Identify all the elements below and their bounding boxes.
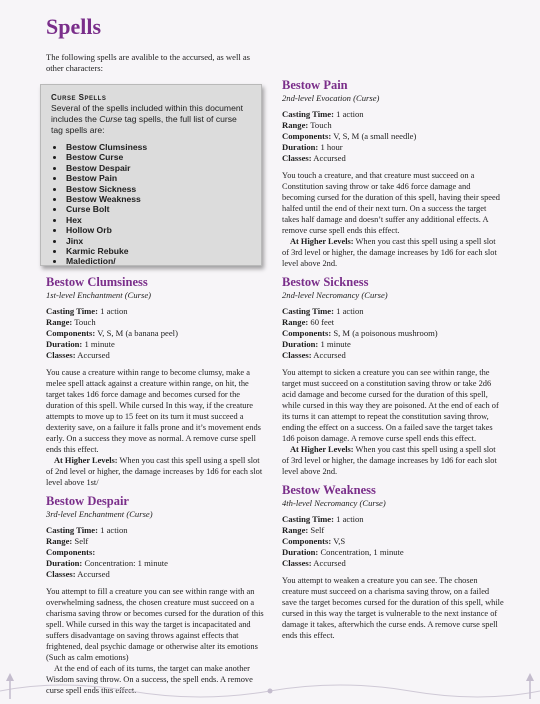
list-item: • Hollow Orb [65,225,251,235]
description-paragraph: At the end of each of its turns, the target can make another Wisdom saving throw. On a success, the spell ends. A remove curse spell ends this effect. [46,664,253,695]
list-item: • Hex [65,215,251,225]
prop-value: Touch [310,120,332,130]
prop-label: Components: [46,328,96,338]
prop-label: Range: [282,525,309,535]
range [282,317,504,328]
casting-time [282,306,504,317]
prop-value: V, S, M (a banana peel) [97,328,178,338]
spell-name: Bestow Sickness [282,275,369,289]
spell-description [46,367,264,488]
curse-spell-list [51,142,251,267]
intro-text: The following spells are avalible to the accursed, as well as other characters: [46,52,251,73]
list-item: • Bestow Weakness [65,194,251,204]
list-item: • Bestow Curse [65,152,251,162]
spell-description [282,575,504,641]
prop-label: Range: [46,536,73,546]
page-border-ornament [0,669,540,699]
prop-value: Self [74,536,89,546]
prop-label: Range: [46,317,73,327]
curse-spells-sidebar [40,84,262,266]
range [46,536,264,547]
left-column [46,277,264,704]
higher-levels-paragraph [282,236,504,269]
classes [282,558,504,569]
prop-value: 1 hour [320,142,343,152]
prop-label: Casting Time: [282,514,334,524]
prop-label: Classes: [46,569,76,579]
components [282,536,504,547]
spell-bestow-clumsiness [46,277,264,488]
prop-label: Casting Time: [282,109,334,119]
list-item: • Jinx [65,236,251,246]
components [46,547,264,558]
prop-label: Classes: [46,350,76,360]
page-title: Spells [46,14,102,39]
prop-value: V,S [333,536,346,546]
spell-description [282,367,504,477]
prop-value: 1 action [100,306,128,316]
higher-levels-label: At Higher Levels: [54,456,118,465]
prop-label: Casting Time: [282,306,334,316]
spell-name: Bestow Clumsiness [46,275,148,289]
higher-levels-text: When you cast this spell using a spell slot of 3rd level or higher, the damage increases by 1d6 for each slot level above 2nd. [282,445,497,476]
spell-school: 3rd-level Enchantment (Curse) [46,509,153,519]
description-paragraph: You attempt to sicken a creature you can see within range, the target must succeed on a constitution saving throw or take 2d6 acid damage and become cursed for the duration of this spell, while cursed in this way they are poisoned. At the end of each of its turns it can attempt to repeat the constitution saving throw, ending the effect on a success. On a failed save the target takes 1d6 poison damage. A remove curse spell ends this effect. [282,368,499,443]
classes [282,153,504,164]
duration [46,558,264,569]
prop-value: Accursed [313,558,346,568]
classes [282,350,504,361]
prop-value: 1 action [100,525,128,535]
description-paragraph: You touch a creature, and that creature must succeed on a Constitution saving throw or take 4d6 force damage and becoming cursed for the duration of this spell, having their speed halfed until the end of their next turn. On a success the target takes half damage and doesn’t suffer any additional effects. A remove curse spell ends this effect. [282,171,500,235]
prop-label: Duration: [282,339,319,349]
prop-label: Components: [282,131,332,141]
casting-time [46,306,264,317]
classes [46,350,264,361]
prop-value: S, M (a poisonous mushroom) [333,328,438,338]
spell-school: 2nd-level Evocation (Curse) [282,93,380,103]
list-item: • Bestow Pain [65,173,251,183]
casting-time [282,514,504,525]
prop-value: 1 minute [320,339,351,349]
prop-label: Duration: [46,558,83,568]
sidebar-text-part: tag spells, the full list of curse tag spells are: [51,114,237,135]
sidebar-text [51,103,251,136]
list-item: • Karmic Rebuke [65,246,251,256]
higher-levels-text: When you cast this spell using a spell slot of 2nd level or higher, the damage increases by 1d6 for each slot level above 1st/ [46,456,263,487]
spell-name: Bestow Despair [46,494,129,508]
spell-bestow-weakness [282,485,504,641]
spell-name: Bestow Weakness [282,483,376,497]
duration [282,547,504,558]
prop-value: Touch [74,317,96,327]
prop-value: V, S, M (a small needle) [333,131,417,141]
prop-label: Components: [46,547,96,557]
higher-levels-paragraph [46,455,264,488]
list-item: • Bestow Sickness [65,184,251,194]
higher-levels-text: When you cast this spell using a spell slot of 3rd level or higher, the damage increases by 1d6 for each slot level above 2nd. [282,237,497,268]
components [282,131,504,142]
prop-label: Classes: [282,350,312,360]
higher-levels-paragraph [282,444,504,477]
casting-time [282,109,504,120]
sidebar-text-part: Several of the spells included within this document includes the [51,103,244,124]
prop-label: Components: [282,328,332,338]
list-item: • Curse Bolt [65,204,251,214]
duration [282,339,504,350]
prop-value: Accursed [77,350,110,360]
spell-school: 2nd-level Necromancy (Curse) [282,290,388,300]
prop-value: 1 action [336,514,364,524]
prop-label: Casting Time: [46,525,98,535]
prop-value: 1 action [336,306,364,316]
prop-label: Duration: [282,142,319,152]
prop-label: Classes: [282,153,312,163]
higher-levels-label: At Higher Levels: [290,237,354,246]
spell-bestow-despair [46,496,264,696]
duration [46,339,264,350]
spell-school: 1st-level Enchantment (Curse) [46,290,152,300]
prop-value: 1 minute [84,339,115,349]
list-item: • Malediction/ [65,256,251,266]
prop-label: Classes: [282,558,312,568]
list-item: • Bestow Despair [65,163,251,173]
prop-value: Concentration: 1 minute [84,558,168,568]
duration [282,142,504,153]
prop-label: Casting Time: [46,306,98,316]
prop-value: Self [310,525,325,535]
range [282,120,504,131]
classes [46,569,264,580]
prop-label: Range: [282,120,309,130]
list-item: • Bestow Clumsiness [65,142,251,152]
casting-time [46,525,264,536]
sidebar-title: Curse Spells [51,93,107,102]
prop-value: Accursed [77,569,110,579]
prop-value: 1 action [336,109,364,119]
prop-value: Concentration, 1 minute [320,547,404,557]
prop-label: Range: [282,317,309,327]
range [282,525,504,536]
prop-label: Duration: [46,339,83,349]
prop-label: Duration: [282,547,319,557]
prop-value: Accursed [313,350,346,360]
spell-description [282,170,504,269]
components [282,328,504,339]
spell-school: 4th-level Necromancy (Curse) [282,498,386,508]
sidebar-text-italic: Curse [99,114,123,124]
prop-label: Components: [282,536,332,546]
description-paragraph: You attempt to fill a creature you can see within range with an overwhelming sadness, the chosen creature must succeed on a charisma saving throw or becomes cursed for the duration of this spell. While cursed in this way the target is incapacitated and suffers disadvantage on saving throws against effects that frightened, deal psychic damage or otherwise alter its emotions (Such as calm emotions) [46,587,264,662]
description-paragraph: You cause a creature within range to become clumsy, make a melee spell attack against a creature within range, on hit, the target takes 1d6 force damage and becomes cursed for the duration of this spell. While cursed In this way, if the creature attempts to move up to 15 feet on its turn it must succeed a dexterity save, on a failure it falls prone and it’s movement ends early. On a success they move as normal. A remove curse spell ends this effect. [46,368,261,454]
higher-levels-label: At Higher Levels: [290,445,354,454]
prop-value: 60 feet [310,317,335,327]
components [46,328,264,339]
prop-value: Accursed [313,153,346,163]
spell-bestow-sickness [282,277,504,477]
right-column [282,80,504,649]
spell-name: Bestow Pain [282,78,348,92]
description-paragraph: You attempt to weaken a creature you can see. The chosen creature must succeed on a charisma saving throw, on a failed save the target becomes cursed for the duration of this spell, while cursed in this way the target is vulnerable to the next instance of damage it takes, afterwhich the curse ends. A remove curse spell ends this effect. [282,576,504,640]
spell-bestow-pain [282,80,504,269]
range [46,317,264,328]
